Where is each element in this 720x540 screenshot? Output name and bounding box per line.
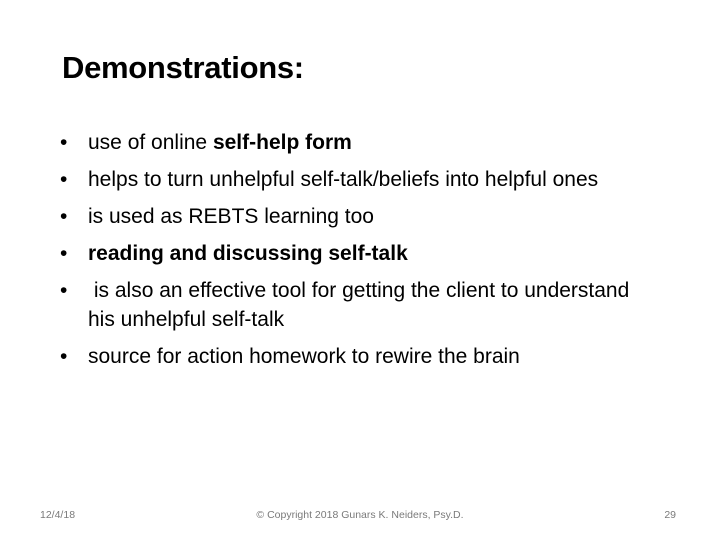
footer-page-number: 29	[664, 509, 676, 521]
bullet-icon: •	[60, 205, 68, 228]
bullet-item	[60, 276, 660, 334]
bullet-text: use of online	[88, 131, 213, 154]
slide-title: Demonstrations:	[62, 50, 304, 85]
bullet-item	[60, 342, 660, 371]
bullet-item	[60, 202, 660, 231]
bullet-item	[60, 165, 660, 194]
footer-date: 12/4/18	[40, 509, 76, 521]
bullet-icon: •	[60, 131, 68, 154]
bullet-bold-text: reading and discussing self-talk	[88, 242, 408, 265]
bullet-text: source for action homework to rewire the brain	[88, 345, 520, 368]
bullet-icon: •	[60, 242, 68, 265]
bullet-item	[60, 239, 660, 268]
bullet-icon: •	[60, 168, 68, 191]
bullet-icon: •	[60, 345, 68, 368]
bullet-icon: •	[60, 279, 68, 302]
bullet-item	[60, 128, 660, 157]
bullet-list	[60, 128, 660, 379]
bullet-bold-text: self-help form	[212, 131, 352, 154]
bullet-text: is also an effective tool for getting the client to understand his unhelpful self-talk	[88, 279, 636, 331]
bullet-text: is used as REBTS learning too	[88, 205, 374, 228]
footer-copyright: © Copyright 2018 Gunars K. Neiders, Psy.D.	[256, 509, 464, 521]
bullet-text: helps to turn unhelpful self-talk/beliefs into helpful ones	[88, 168, 599, 191]
